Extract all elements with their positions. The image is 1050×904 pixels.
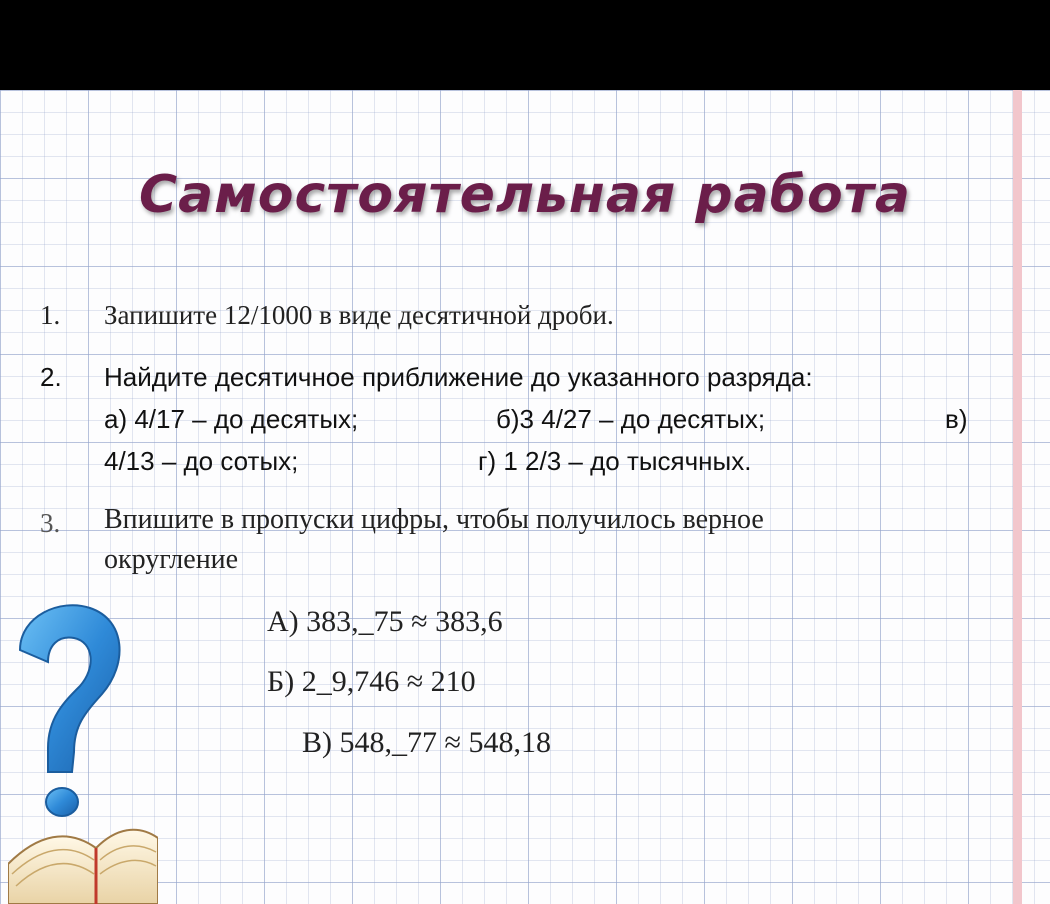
task-2-item-v-label: в) <box>945 404 968 434</box>
task-3-text-line1: Впишите в пропуски цифры, чтобы получилось верное <box>104 504 764 535</box>
slide-sheet <box>0 90 1050 904</box>
task-1-number: 1. <box>40 300 61 330</box>
task-2-item-b: б)3 4/27 – до десятых; <box>496 404 766 434</box>
task-2-item-g: г) 1 2/3 – до тысячных. <box>478 446 752 476</box>
task-2-item-a: а) 4/17 – до десятых; <box>104 404 359 434</box>
task-3-text-line2: округление <box>104 544 239 575</box>
open-book-icon <box>8 830 158 904</box>
task-3-item-a: А) 383,_75 ≈ 383,6 <box>267 605 503 638</box>
slide-title: Самостоятельная работа <box>138 165 911 225</box>
task-3-number: 3. <box>40 508 61 538</box>
top-black-bar <box>0 0 1050 90</box>
task-3-item-b: Б) 2_9,746 ≈ 210 <box>267 665 476 698</box>
task-1-text: Запишите 12/1000 в виде десятичной дроби. <box>104 300 614 330</box>
task-2-text: Найдите десятичное приближение до указанного разряда: <box>104 362 813 392</box>
task-2-item-v: 4/13 – до сотых; <box>104 446 299 476</box>
task-3-item-v: В) 548,_77 ≈ 548,18 <box>302 726 551 759</box>
task-2-number: 2. <box>40 362 62 392</box>
question-mark-icon <box>20 605 120 772</box>
question-book-illustration <box>8 602 158 904</box>
